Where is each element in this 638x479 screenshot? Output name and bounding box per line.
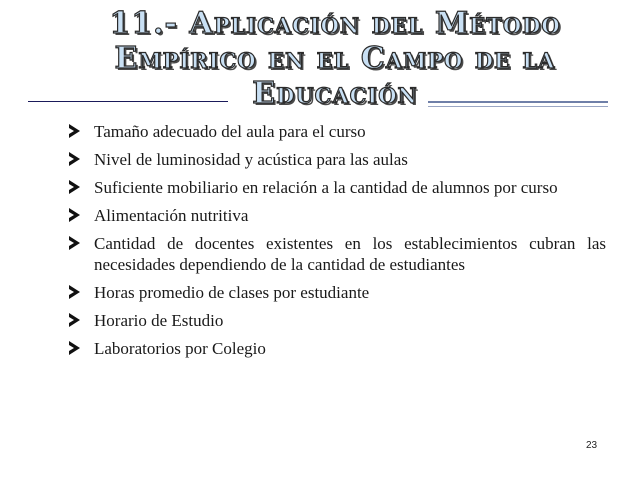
arrowhead-bullet-icon: [69, 180, 80, 194]
arrowhead-bullet-icon: [69, 313, 80, 327]
title-line-3: Educación: [252, 76, 418, 111]
slide-title: [40, 6, 630, 111]
arrowhead-bullet-icon: [69, 152, 80, 166]
title-divider-left: [28, 101, 228, 102]
arrowhead-bullet-icon: [69, 285, 80, 299]
title-line-2: Empírico en el Campo de la: [114, 41, 556, 76]
list-item: [0, 205, 606, 226]
arrowhead-bullet-icon: [69, 208, 80, 222]
list-item-text: Suficiente mobiliario en relación a la cantidad de alumnos por curso: [94, 178, 558, 197]
list-item-text: Laboratorios por Colegio: [94, 339, 266, 358]
bullet-list: [0, 121, 606, 366]
list-item-text: Nivel de luminosidad y acústica para las aulas: [94, 150, 408, 169]
list-item: [0, 149, 606, 170]
page-number: 23: [586, 440, 598, 451]
list-item-text: Tamaño adecuado del aula para el curso: [94, 122, 366, 141]
arrowhead-bullet-icon: [69, 124, 80, 138]
list-item: [0, 338, 606, 359]
list-item-text: Cantidad de docentes existentes en los establecimientos cubran las necesidades dependiendo de la cantidad de estudiantes: [94, 234, 606, 274]
list-item-text: Horario de Estudio: [94, 311, 224, 330]
arrowhead-bullet-icon: [69, 236, 80, 250]
title-line-1: 11.- Aplicación del Método: [109, 6, 561, 41]
title-divider-right-thin: [428, 106, 608, 107]
list-item: [0, 121, 606, 142]
list-item-text: Horas promedio de clases por estudiante: [94, 283, 370, 302]
list-item: [0, 310, 606, 331]
list-item-text: Alimentación nutritiva: [94, 206, 249, 225]
list-item: [0, 177, 606, 198]
list-item: [0, 282, 606, 303]
arrowhead-bullet-icon: [69, 341, 80, 355]
title-divider-right: [428, 101, 608, 103]
list-item: [0, 233, 606, 275]
